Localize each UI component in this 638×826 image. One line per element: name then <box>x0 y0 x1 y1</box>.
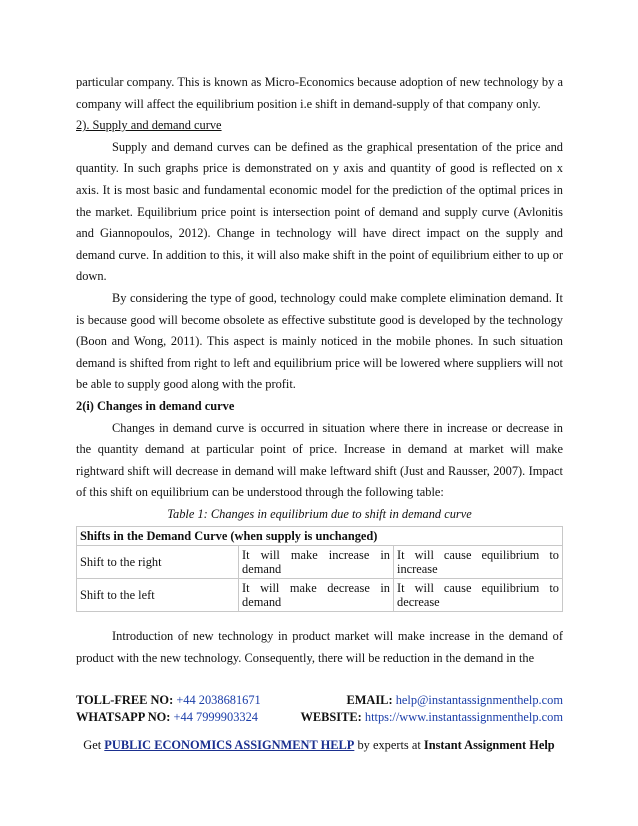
whatsapp-number[interactable]: +44 7999903324 <box>173 710 258 724</box>
paragraph-intro: particular company. This is known as Micro-Economics because adoption of new technology by a company will affect the equilibrium position i.e shift in demand-supply of that company only. <box>76 75 563 111</box>
footer-row-1 <box>76 692 563 709</box>
table-header-row <box>77 527 563 546</box>
website-item <box>300 709 563 726</box>
paragraph-type-of-good: By considering the type of good, technology could make complete elimination demand. It is because good will become obsolete as effective substitute good is developed by the technology (Boon and Wong, 2011). This aspect is mainly noticed in the mobile phones. In such situation demand is shifted from right to left and equilibrium price will be lowered where suppliers will not be able to supply good along with the profit. <box>76 290 563 392</box>
table-row <box>77 579 563 612</box>
promo-line <box>0 738 638 753</box>
table-cell-result: It will cause equilibrium to decrease <box>394 579 563 612</box>
public-economics-help-link[interactable]: PUBLIC ECONOMICS ASSIGNMENT HELP <box>104 738 355 752</box>
table-header-cell: Shifts in the Demand Curve (when supply is unchanged) <box>77 527 563 546</box>
table-cell-effect: It will make increase in demand <box>239 546 394 579</box>
table-cell-effect: It will make decrease in demand <box>239 579 394 612</box>
table-row <box>77 546 563 579</box>
table-cell-result: It will cause equilibrium to increase <box>394 546 563 579</box>
table-cell-shift: Shift to the left <box>77 579 239 612</box>
promo-prefix: Get <box>83 738 102 752</box>
contact-footer <box>76 692 563 726</box>
table-caption: Table 1: Changes in equilibrium due to shift in demand curve <box>167 506 472 521</box>
paragraph-supply-demand: Supply and demand curves can be defined as the graphical presentation of the price and quantity. In such graphs price is demonstrated on y axis and quantity of good is reflected on x axis. It is most basic and fundamental economic model for the prediction of the optimal prices in the market. Equilibrium price point is intersection point of demand and supply curve (Avlonitis and Giannopoulos, 2012). Change in technology will have direct impact on the supply and demand curve. In addition to this, it will also make shift in the point of equilibrium either to up or down. <box>76 139 563 284</box>
spacer <box>76 612 563 626</box>
email-label: EMAIL: <box>346 693 393 707</box>
table-cell-shift: Shift to the right <box>77 546 239 579</box>
paragraph-new-technology: Introduction of new technology in product market will make increase in the demand of product with the new technology. Consequently, there will be reduction in the demand in the <box>76 629 563 666</box>
tollfree-item <box>76 692 261 709</box>
section-heading-supply-demand: 2). Supply and demand curve <box>76 118 222 133</box>
tollfree-label: TOLL-FREE NO: <box>76 693 174 707</box>
document-body <box>76 72 563 670</box>
email-item <box>346 692 563 709</box>
website-label: WEBSITE: <box>300 710 362 724</box>
website-link[interactable]: https://www.instantassignmenthelp.com <box>364 710 563 724</box>
section-heading-demand-curve: 2(i) Changes in demand curve <box>76 398 235 413</box>
whatsapp-label: WHATSAPP NO: <box>76 710 171 724</box>
tollfree-number[interactable]: +44 2038681671 <box>176 693 261 707</box>
whatsapp-item <box>76 709 258 726</box>
email-link[interactable]: help@instantassignmenthelp.com <box>395 693 563 707</box>
paragraph-demand-curve: Changes in demand curve is occurred in situation where there in increase or decrease in the quantity demand at particular point of price. Increase in demand at market will make rightward shift will decrease in demand will make leftward shift (Just and Rausser, 2007). Impact of this shift on equilibrium can be understood through the following table: <box>76 420 563 500</box>
promo-middle: by experts at <box>357 738 421 752</box>
footer-row-2 <box>76 709 563 726</box>
demand-shift-table <box>76 526 563 612</box>
brand-name: Instant Assignment Help <box>423 738 555 752</box>
